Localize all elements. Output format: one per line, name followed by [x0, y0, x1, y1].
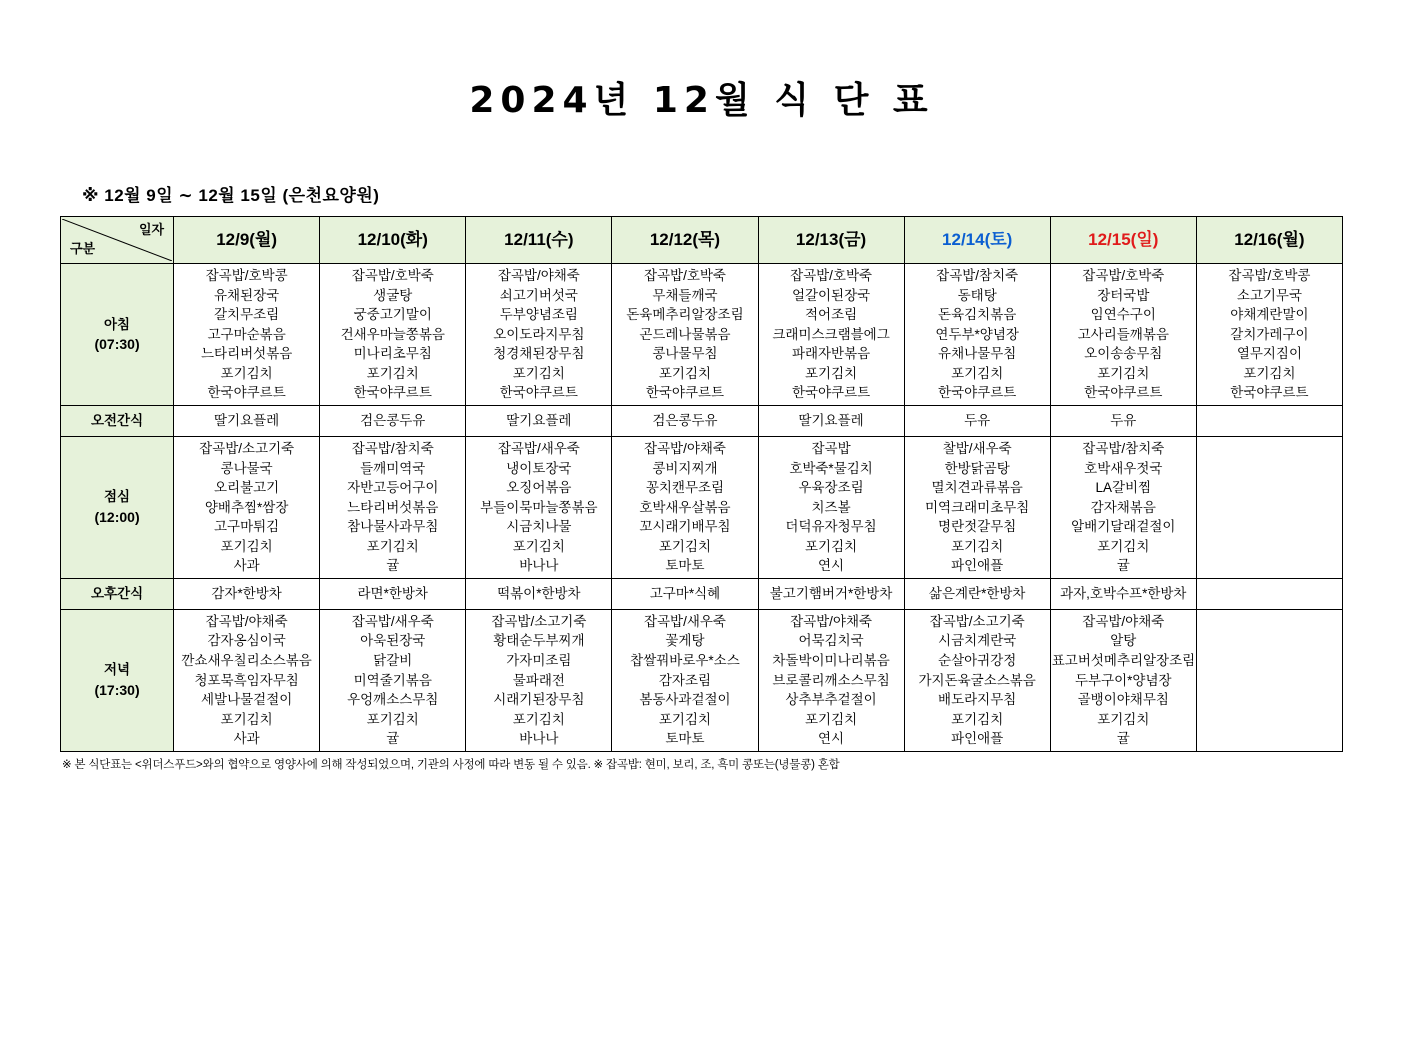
- menu-item: 포기김치: [951, 538, 1004, 554]
- menu-item: 미역줄기볶음: [353, 672, 432, 688]
- menu-item: 돈육김치볶음: [938, 307, 1017, 323]
- menu-item: 포기김치: [658, 711, 712, 727]
- menu-item: 잡곡밥/참치죽: [936, 268, 1019, 283]
- menu-item: 잡곡밥/호박죽: [790, 268, 873, 283]
- menu-item: 포기김치: [951, 365, 1004, 381]
- row-label-dinner-text: 저녁: [103, 662, 131, 678]
- menu-item: 장터국밥: [1097, 287, 1150, 303]
- menu-item: 브로콜리깨소스무침: [772, 672, 890, 688]
- dinner-cell-7: [1196, 609, 1342, 751]
- menu-item: 꼬시래기배무침: [639, 519, 731, 535]
- lunch-cell-4: [758, 436, 904, 578]
- menu-item: 잡곡밥/호박죽: [1082, 268, 1165, 283]
- morning-snack-cell-3: 검은콩두유: [612, 405, 758, 436]
- day-header-5: 12/14(토): [904, 217, 1050, 264]
- day-header-7: 12/16(월): [1196, 217, 1342, 264]
- afternoon-snack-cell-6: 과자,호박수프*한방차: [1050, 578, 1196, 609]
- menu-item: 호박새우젓국: [1084, 460, 1163, 476]
- menu-item: 알배기달래겉절이: [1071, 519, 1176, 535]
- menu-item: 상추부추겉절이: [785, 692, 877, 708]
- menu-item: 무채들깨국: [652, 287, 718, 303]
- menu-item: 골뱅이야채무침: [1077, 692, 1169, 708]
- menu-item: 잡곡밥/야채죽: [643, 440, 726, 456]
- dinner-cell-4: [758, 609, 904, 751]
- breakfast-cell-7: [1196, 264, 1342, 406]
- menu-item: 포기김치: [1243, 365, 1296, 381]
- menu-item: 잡곡밥/소고기죽: [199, 440, 295, 456]
- menu-item: 자반고등어구이: [347, 480, 439, 496]
- morning-snack-cell-6: 두유: [1050, 405, 1196, 436]
- morning-snack-cell-1: 검은콩두유: [320, 405, 466, 436]
- menu-item: 한국야쿠르트: [938, 385, 1017, 401]
- menu-item: 귤: [386, 731, 400, 747]
- menu-item: 느타리버섯볶음: [200, 346, 293, 362]
- row-label-lunch-time: (12:00): [94, 509, 140, 526]
- morning-snack-cell-0: 딸기요플레: [174, 405, 320, 436]
- menu-item: 한국야쿠르트: [1230, 385, 1309, 401]
- menu-item: 한국야쿠르트: [645, 385, 725, 401]
- menu-item: 포기김치: [366, 538, 419, 554]
- morning-snack-row: [61, 405, 1343, 436]
- menu-item: 포기김치: [804, 365, 858, 381]
- menu-item: 귤: [1116, 731, 1130, 747]
- afternoon-snack-cell-4: 불고기햄버거*한방차: [758, 578, 904, 609]
- day-header-4: 12/13(금): [758, 217, 904, 264]
- lunch-cell-1: [320, 436, 466, 578]
- menu-item: 아욱된장국: [360, 633, 426, 649]
- row-label-breakfast-time: (07:30): [94, 336, 140, 353]
- menu-item: 포기김치: [366, 711, 419, 727]
- dinner-cell-6: [1050, 609, 1196, 751]
- corner-top-label: 일자: [138, 222, 165, 237]
- menu-item: 소고기무국: [1236, 287, 1303, 303]
- menu-item: 양배추찜*쌈장: [204, 499, 289, 515]
- row-label-morning-snack: 오전간식: [61, 405, 174, 436]
- menu-item: 궁중고기말이: [353, 307, 432, 323]
- menu-item: 미역크래미초무침: [925, 499, 1030, 515]
- menu-item: 치즈볼: [811, 499, 851, 515]
- menu-item: 쇠고기버섯국: [499, 287, 578, 303]
- menu-item: 명란젓갈무침: [938, 519, 1017, 535]
- menu-item: 미나리초무침: [353, 346, 432, 362]
- menu-item: 감자옹심이국: [207, 633, 286, 649]
- menu-item: 잡곡밥/호박죽: [351, 268, 434, 283]
- menu-item: 바나나: [519, 558, 559, 574]
- row-label-breakfast: [61, 264, 174, 406]
- lunch-cell-2: [466, 436, 612, 578]
- menu-item: 잡곡밥/참치죽: [1082, 440, 1165, 456]
- lunch-cell-3: [612, 436, 758, 578]
- table-corner-cell: [61, 217, 174, 264]
- menu-item: 부들이묵마늘쫑볶음: [480, 499, 598, 515]
- morning-snack-cell-5: 두유: [904, 405, 1050, 436]
- menu-item: 오이도라지무침: [493, 326, 585, 342]
- menu-item: 얼갈이된장국: [791, 287, 871, 303]
- menu-item: 한국야쿠르트: [207, 385, 286, 401]
- menu-item: 포기김치: [804, 538, 858, 554]
- breakfast-cell-0: [174, 264, 320, 406]
- menu-item: 두부양념조림: [499, 307, 578, 323]
- afternoon-snack-cell-3: 고구마*식혜: [612, 578, 758, 609]
- afternoon-snack-row: [61, 578, 1343, 609]
- row-label-dinner-time: (17:30): [94, 681, 140, 698]
- menu-item: 오징어볶음: [506, 480, 572, 496]
- menu-item: 물파래전: [512, 672, 565, 688]
- menu-item: 참나물사과무침: [347, 519, 439, 535]
- menu-item: 꽁치캔무조림: [645, 480, 725, 496]
- menu-item: 시래기된장무침: [493, 692, 585, 708]
- menu-item: 콩나물국: [220, 460, 273, 476]
- lunch-cell-6: [1050, 436, 1196, 578]
- menu-item: 청경채된장무침: [493, 346, 585, 362]
- menu-item: 청포묵흑임자무침: [194, 672, 299, 688]
- menu-item: 연두부*양념장: [935, 326, 1019, 342]
- menu-item: 잡곡밥/야채죽: [205, 613, 288, 629]
- menu-document-page: [0, 72, 1403, 1064]
- menu-item: 멸치견과류볶음: [931, 480, 1023, 496]
- menu-item: 냉이토장국: [506, 460, 572, 476]
- row-label-dinner: [61, 609, 174, 751]
- dinner-cell-5: [904, 609, 1050, 751]
- row-label-afternoon-snack: 오후간식: [61, 578, 174, 609]
- corner-bottom-label: 구분: [70, 241, 96, 257]
- morning-snack-cell-4: 딸기요플레: [758, 405, 904, 436]
- afternoon-snack-cell-2: 떡볶이*한방차: [466, 578, 612, 609]
- menu-item: 닭갈비: [373, 653, 413, 668]
- menu-item: 호박새우살볶음: [639, 499, 731, 515]
- menu-item: 사과: [233, 558, 260, 574]
- menu-item: 열무지짐이: [1236, 346, 1303, 362]
- menu-item: 호박죽*물김치: [789, 460, 873, 476]
- menu-item: 잡곡밥/새우죽: [497, 440, 580, 456]
- afternoon-snack-cell-1: 라면*한방차: [320, 578, 466, 609]
- breakfast-cell-5: [904, 264, 1050, 406]
- menu-item: 잡곡밥/호박죽: [643, 268, 726, 283]
- menu-item: 포기김치: [512, 711, 565, 727]
- menu-item: 차돌박이미나리볶음: [772, 653, 890, 668]
- menu-item: 콩나물무침: [652, 346, 718, 362]
- menu-item: 파인애플: [951, 558, 1004, 574]
- menu-item: 크래미스크램블에그: [772, 326, 890, 342]
- menu-item: 세발나물겉절이: [200, 692, 293, 708]
- page-title: 2024년 12월 식 단 표: [469, 80, 934, 121]
- lunch-row: [61, 436, 1343, 578]
- menu-item: 한국야쿠르트: [1084, 385, 1163, 401]
- menu-item: 우육장조림: [798, 480, 864, 496]
- menu-item: 찰밥/새우죽: [942, 440, 1012, 456]
- menu-item: 연시: [818, 558, 845, 574]
- menu-item: 표고버섯메추리알장조림: [1051, 653, 1196, 668]
- menu-item: 파래자반볶음: [791, 346, 871, 362]
- breakfast-row: [61, 264, 1343, 406]
- breakfast-cell-1: [320, 264, 466, 406]
- day-header-3: 12/12(목): [612, 217, 758, 264]
- menu-item: 감자채볶음: [1090, 499, 1156, 515]
- row-label-lunch-text: 점심: [103, 489, 131, 505]
- menu-item: 잡곡밥/참치죽: [351, 440, 434, 456]
- menu-item: 깐쇼새우칠리소스볶음: [181, 653, 312, 668]
- weekly-menu-table: [60, 216, 1343, 752]
- dinner-cell-0: [174, 609, 320, 751]
- menu-item: 포기김치: [220, 538, 273, 554]
- row-label-lunch: [61, 436, 174, 578]
- menu-item: 포기김치: [1097, 365, 1150, 381]
- morning-snack-cell-7: [1196, 405, 1342, 436]
- menu-item: 포기김치: [804, 711, 858, 727]
- menu-item: 포기김치: [512, 365, 565, 381]
- menu-item: 가자미조림: [506, 653, 572, 668]
- menu-item: 콩비지찌개: [652, 460, 718, 476]
- menu-item: 잡곡밥/새우죽: [351, 613, 434, 629]
- menu-item: 포기김치: [1097, 711, 1150, 727]
- menu-item: 더덕유자청무침: [785, 519, 877, 535]
- menu-item: 배도라지무침: [938, 692, 1017, 708]
- day-header-1: 12/10(화): [320, 217, 466, 264]
- afternoon-snack-cell-5: 삶은계란*한방차: [904, 578, 1050, 609]
- menu-item: 잡곡밥/소고기죽: [491, 613, 587, 629]
- breakfast-cell-4: [758, 264, 904, 406]
- menu-item: 한국야쿠르트: [353, 385, 432, 401]
- menu-item: 오이송송무침: [1084, 346, 1163, 362]
- menu-item: 포기김치: [1097, 538, 1150, 554]
- menu-item: 유채나물무침: [938, 346, 1017, 362]
- menu-item: 시금치계란국: [938, 633, 1017, 649]
- menu-item: 오리불고기: [214, 480, 280, 496]
- menu-item: 느타리버섯볶음: [347, 499, 439, 515]
- menu-item: 들깨미역국: [360, 460, 426, 476]
- menu-item: 순살아귀강정: [938, 653, 1017, 668]
- menu-item: 포기김치: [366, 365, 419, 381]
- menu-item: 황태순두부찌개: [493, 633, 585, 649]
- menu-item: 귤: [1116, 558, 1130, 574]
- lunch-cell-7: [1196, 436, 1342, 578]
- footnote-text: ※ 본 식단표는 <위더스푸드>와의 협약으로 영양사에 의해 작성되었으며, 기관의 사정에 따라 변동 될 수 있음. ※ 잡곡밥: 현미, 보리, 조, 흑미 콩또는(녕물콩) 혼합: [62, 758, 840, 771]
- menu-item: 포기김치: [658, 538, 712, 554]
- lunch-cell-0: [174, 436, 320, 578]
- menu-item: 잡곡밥: [811, 440, 851, 456]
- breakfast-cell-3: [612, 264, 758, 406]
- menu-item: 포기김치: [951, 711, 1004, 727]
- menu-item: 한방닭곰탕: [944, 460, 1010, 476]
- dinner-cell-3: [612, 609, 758, 751]
- menu-item: 귤: [386, 558, 400, 574]
- menu-item: 우엉깨소스무침: [347, 692, 439, 708]
- menu-item: 임연수구이: [1090, 307, 1156, 323]
- table-header-row: [61, 217, 1343, 264]
- menu-item: 곤드레나물볶음: [639, 326, 731, 342]
- menu-item: 잡곡밥/호박콩: [1228, 268, 1311, 283]
- menu-item: 잡곡밥/야채죽: [497, 268, 580, 283]
- day-header-2: 12/11(수): [466, 217, 612, 264]
- menu-item: 사과: [233, 731, 260, 747]
- menu-item: LA갈비찜: [1095, 480, 1152, 496]
- menu-item: 건새우마늘쫑볶음: [340, 326, 445, 342]
- menu-item: 봄동사과겉절이: [639, 692, 731, 708]
- menu-item: 파인애플: [951, 731, 1004, 747]
- menu-item: 야채계란말이: [1230, 307, 1309, 323]
- menu-item: 한국야쿠르트: [791, 385, 871, 401]
- menu-item: 고구마튀김: [214, 519, 280, 535]
- menu-item: 포기김치: [658, 365, 712, 381]
- menu-item: 생굴탕: [373, 287, 413, 303]
- menu-item: 토마토: [665, 731, 705, 747]
- afternoon-snack-cell-0: 감자*한방차: [174, 578, 320, 609]
- menu-item: 가지돈육굴소스볶음: [918, 672, 1036, 688]
- menu-item: 갈치무조림: [214, 307, 280, 323]
- menu-item: 포기김치: [220, 365, 273, 381]
- menu-item: 토마토: [665, 558, 705, 574]
- menu-item: 어묵김치국: [798, 633, 864, 649]
- dinner-row: [61, 609, 1343, 751]
- menu-item: 바나나: [519, 731, 559, 747]
- lunch-cell-5: [904, 436, 1050, 578]
- menu-item: 잡곡밥/야채죽: [1082, 613, 1165, 629]
- menu-item: 포기김치: [220, 711, 273, 727]
- menu-item: 포기김치: [512, 538, 565, 554]
- day-header-0: 12/9(월): [174, 217, 320, 264]
- menu-item: 갈치가레구이: [1230, 326, 1309, 342]
- date-range-subtitle: ※ 12월 9일 ∼ 12월 15일 (은천요양원): [82, 186, 380, 205]
- menu-item: 잡곡밥/새우죽: [643, 613, 726, 629]
- menu-item: 알탕: [1110, 633, 1137, 649]
- breakfast-cell-2: [466, 264, 612, 406]
- row-label-breakfast-text: 아침: [103, 316, 131, 332]
- menu-item: 잡곡밥/호박콩: [205, 268, 288, 283]
- afternoon-snack-cell-7: [1196, 578, 1342, 609]
- dinner-cell-2: [466, 609, 612, 751]
- menu-item: 연시: [818, 731, 845, 747]
- menu-item: 고사리들깨볶음: [1077, 326, 1169, 342]
- menu-item: 시금치나물: [506, 519, 572, 535]
- morning-snack-cell-2: 딸기요플레: [466, 405, 612, 436]
- breakfast-cell-6: [1050, 264, 1196, 406]
- menu-item: 찹쌀꿔바로우*소스: [630, 653, 740, 668]
- menu-item: 잡곡밥/소고기죽: [929, 613, 1025, 629]
- menu-item: 동태탕: [957, 287, 997, 303]
- menu-item: 잡곡밥/야채죽: [790, 613, 873, 629]
- day-header-6: 12/15(일): [1050, 217, 1196, 264]
- menu-item: 한국야쿠르트: [499, 385, 578, 401]
- menu-item: 적어조림: [804, 307, 858, 323]
- menu-item: 꽃게탕: [665, 633, 705, 649]
- menu-item: 두부구이*양념장: [1075, 672, 1172, 688]
- menu-item: 돈육메추리알장조림: [626, 307, 744, 323]
- menu-item: 감자조림: [658, 672, 712, 688]
- dinner-cell-1: [320, 609, 466, 751]
- menu-item: 고구마순볶음: [207, 326, 286, 342]
- menu-item: 유채된장국: [214, 287, 280, 303]
